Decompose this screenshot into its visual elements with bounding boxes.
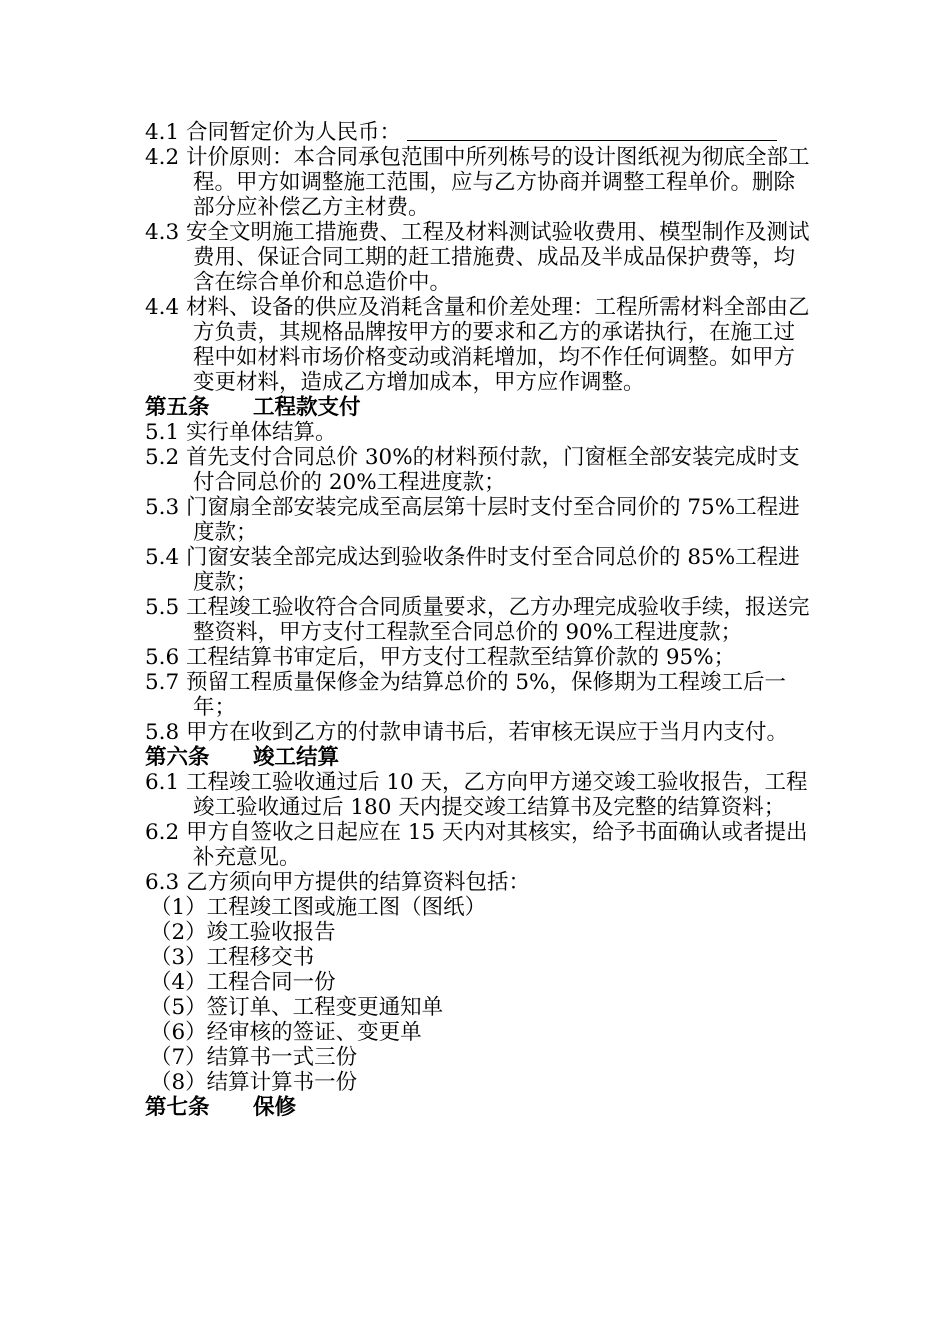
list-item: （7）结算书一式三份 (150, 1045, 358, 1070)
list-item: （5）签订单、工程变更通知单 (150, 995, 444, 1020)
price-blank-line (407, 139, 777, 141)
clause-5-3: 5.3 门窗扇全部安装完成至高层第十层时支付至合同价的 75%工程进度款； (145, 495, 800, 545)
clause-5-1: 5.1 实行单体结算。 (145, 420, 337, 445)
article-7-heading (145, 1095, 815, 1120)
article-5-title: 工程款支付 (253, 395, 361, 420)
clause-4-1 (145, 120, 815, 145)
article-6-number: 第六条 (145, 745, 210, 770)
clause-5-7: 5.7 预留工程质量保修金为结算总价的 5%，保修期为工程竣工后一年； (145, 670, 786, 720)
article-6-title: 竣工结算 (253, 745, 340, 770)
document-body (145, 120, 815, 1120)
clause-5-5: 5.5 工程竣工验收符合合同质量要求，乙方办理完成验收手续，报送完整资料，甲方支付工程款至合同总价的 90%工程进度款； (145, 595, 810, 645)
clause-4-1-text: 4.1 合同暂定价为人民币： (145, 120, 402, 145)
clause-6-1: 6.1 工程竣工验收通过后 10 天，乙方向甲方递交竣工验收报告，工程竣工验收通过后 180 天内提交竣工结算书及完整的结算资料； (145, 770, 808, 820)
list-item: （1）工程竣工图或施工图（图纸） (150, 895, 487, 920)
clause-4-4: 4.4 材料、设备的供应及消耗含量和价差处理：工程所需材料全部由乙方负责，其规格品牌按甲方的要求和乙方的承诺执行，在施工过程中如材料市场价格变动或消耗增加，均不作任何调整。如甲方变更材料，造成乙方增加成本，甲方应作调整。 (145, 295, 810, 395)
clause-5-8: 5.8 甲方在收到乙方的付款申请书后，若审核无误应于当月内支付。 (145, 720, 789, 745)
article-7-title: 保修 (253, 1095, 297, 1120)
clause-6-2: 6.2 甲方自签收之日起应在 15 天内对其核实，给予书面确认或者提出补充意见。 (145, 820, 808, 870)
clause-6-3: 6.3 乙方须向甲方提供的结算资料包括： (145, 870, 531, 895)
clause-5-4: 5.4 门窗安装全部完成达到验收条件时支付至合同总价的 85%工程进度款； (145, 545, 800, 595)
list-item: （8）结算计算书一份 (150, 1070, 358, 1095)
list-item: （2）竣工验收报告 (150, 920, 336, 945)
list-item: （3）工程移交书 (150, 945, 315, 970)
article-6-heading (145, 745, 815, 770)
clause-5-2: 5.2 首先支付合同总价 30%的材料预付款，门窗框全部安装完成时支付合同总价的 20%工程进度款； (145, 445, 800, 495)
clause-4-2: 4.2 计价原则：本合同承包范围中所列栋号的设计图纸视为彻底全部工程。甲方如调整施工范围，应与乙方协商并调整工程单价。删除部分应补偿乙方主材费。 (145, 145, 810, 220)
list-item: （6）经审核的签证、变更单 (150, 1020, 422, 1045)
article-5-heading (145, 395, 815, 420)
article-7-number: 第七条 (145, 1095, 210, 1120)
list-item: （4）工程合同一份 (150, 970, 336, 995)
clause-4-3: 4.3 安全文明施工措施费、工程及材料测试验收费用、模型制作及测试费用、保证合同工期的赶工措施费、成品及半成品保护费等，均含在综合单价和总造价中。 (145, 220, 810, 295)
clause-5-6: 5.6 工程结算书审定后，甲方支付工程款至结算价款的 95%； (145, 645, 736, 670)
article-5-number: 第五条 (145, 395, 210, 420)
